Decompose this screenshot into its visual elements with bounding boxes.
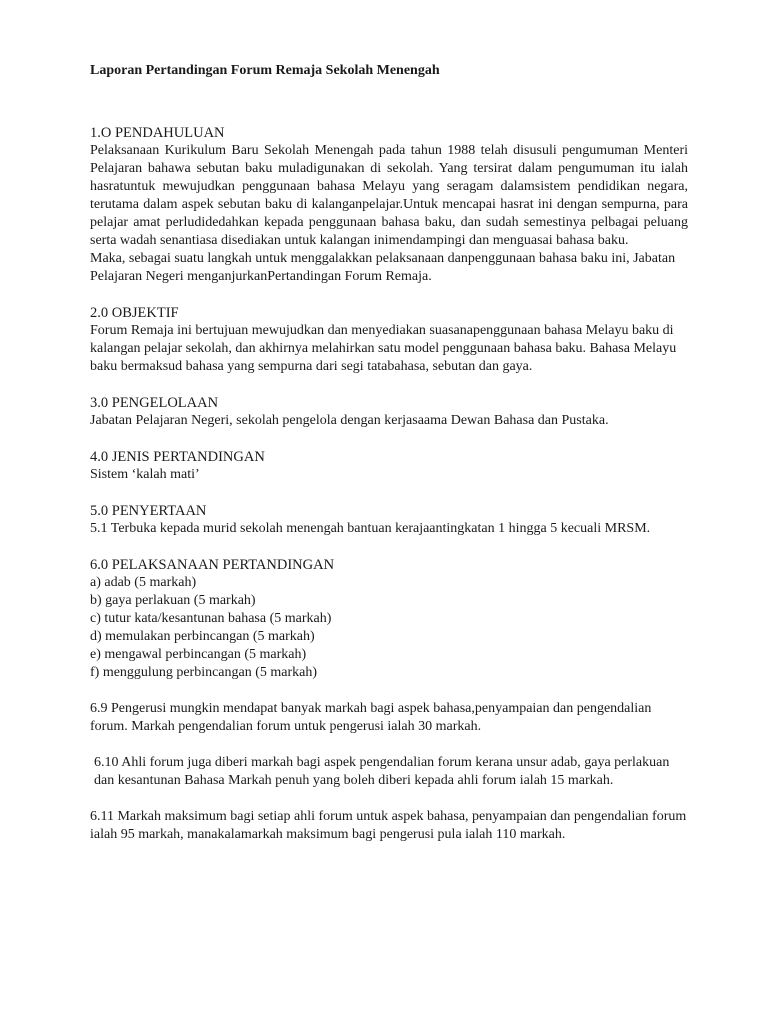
section-heading: 4.0 JENIS PERTANDINGAN (90, 449, 265, 465)
list-item: c) tutur kata/kesantunan bahasa (5 markah) (90, 611, 332, 626)
list-item: f) menggulung perbincangan (5 markah) (90, 665, 318, 680)
paragraph: Pelaksanaan Kurikulum Baru Sekolah Menengah pada tahun 1988 telah disusuli pengumuman Menteri Pelajaran bahawa sebutan baku muladigunakan di sekolah. Yang tersirat dalam pengumuman itu ialah hasratuntuk mewujudkan penggunaan bahasa Melayu yang seragam dalamsistem pendidikan negara, terutama dalam aspek sebutan baku di kalanganpelajar.Untuk mencapai hasrat ini dengan sempurna, para pelajar amat perludidedahkan kepada penggunaan bahasa baku, dan sudah semestinya pelbagai peluang serta wadah senantiasa disediakan untuk kalangan inimendampingi dan menguasai bahasa baku. (90, 143, 688, 248)
list-item: d) memulakan perbincangan (5 markah) (90, 629, 315, 644)
list-item: a) adab (5 markah) (90, 575, 197, 590)
section-heading: 1.O PENDAHULUAN (90, 125, 225, 141)
paragraph: Maka, sebagai suatu langkah untuk menggalakkan pelaksanaan danpenggunaan bahasa baku ini, Jabatan Pelajaran Negeri menganjurkanPertandingan Forum Remaja. (90, 251, 676, 284)
section-pengelolaan (90, 394, 688, 430)
section-pelaksanaan (90, 556, 688, 682)
section-penyertaan (90, 502, 688, 538)
section-heading: 6.0 PELAKSANAAN PERTANDINGAN (90, 557, 335, 573)
section-heading: 5.0 PENYERTAAN (90, 503, 207, 519)
paragraph: 6.11 Markah maksimum bagi setiap ahli forum untuk aspek bahasa, penyampaian dan pengendalian forum ialah 95 markah, manakalamarkah maksimum bagi pengerusi pula ialah 110 markah. (90, 809, 687, 842)
document-title: Laporan Pertandingan Forum Remaja Sekolah Menengah (90, 63, 440, 78)
paragraph: 5.1 Terbuka kepada murid sekolah menengah bantuan kerajaantingkatan 1 hingga 5 kecuali MRSM. (90, 521, 651, 536)
section-jenis-pertandingan (90, 448, 688, 484)
section-pendahuluan (90, 124, 688, 286)
section-6-9 (90, 700, 688, 736)
section-objektif (90, 304, 688, 376)
paragraph: 6.10 Ahli forum juga diberi markah bagi aspek pengendalian forum kerana unsur adab, gaya perlakuan dan kesantunan Bahasa Markah penuh yang boleh diberi kepada ahli forum ialah 15 markah. (94, 755, 670, 788)
paragraph: Sistem ‘kalah mati’ (90, 467, 200, 482)
paragraph: Forum Remaja ini bertujuan mewujudkan dan menyediakan suasanapenggunaan bahasa Melayu baku di kalangan pelajar sekolah, dan akhirnya melahirkan satu model penggunaan bahasa baku. Bahasa Melayu baku bermaksud bahasa yang sempurna dari segi tatabahasa, sebutan dan gaya. (90, 323, 677, 374)
section-6-11 (90, 808, 688, 844)
section-heading: 3.0 PENGELOLAAN (90, 395, 219, 411)
list-item: b) gaya perlakuan (5 markah) (90, 593, 256, 608)
paragraph: 6.9 Pengerusi mungkin mendapat banyak markah bagi aspek bahasa,penyampaian dan pengendalian forum. Markah pengendalian forum untuk pengerusi ialah 30 markah. (90, 701, 652, 734)
criteria-list (90, 574, 688, 682)
section-6-10 (90, 754, 688, 790)
paragraph: Jabatan Pelajaran Negeri, sekolah pengelola dengan kerjasaama Dewan Bahasa dan Pustaka. (90, 413, 609, 428)
section-heading: 2.0 OBJEKTIF (90, 305, 179, 321)
list-item: e) mengawal perbincangan (5 markah) (90, 647, 307, 662)
